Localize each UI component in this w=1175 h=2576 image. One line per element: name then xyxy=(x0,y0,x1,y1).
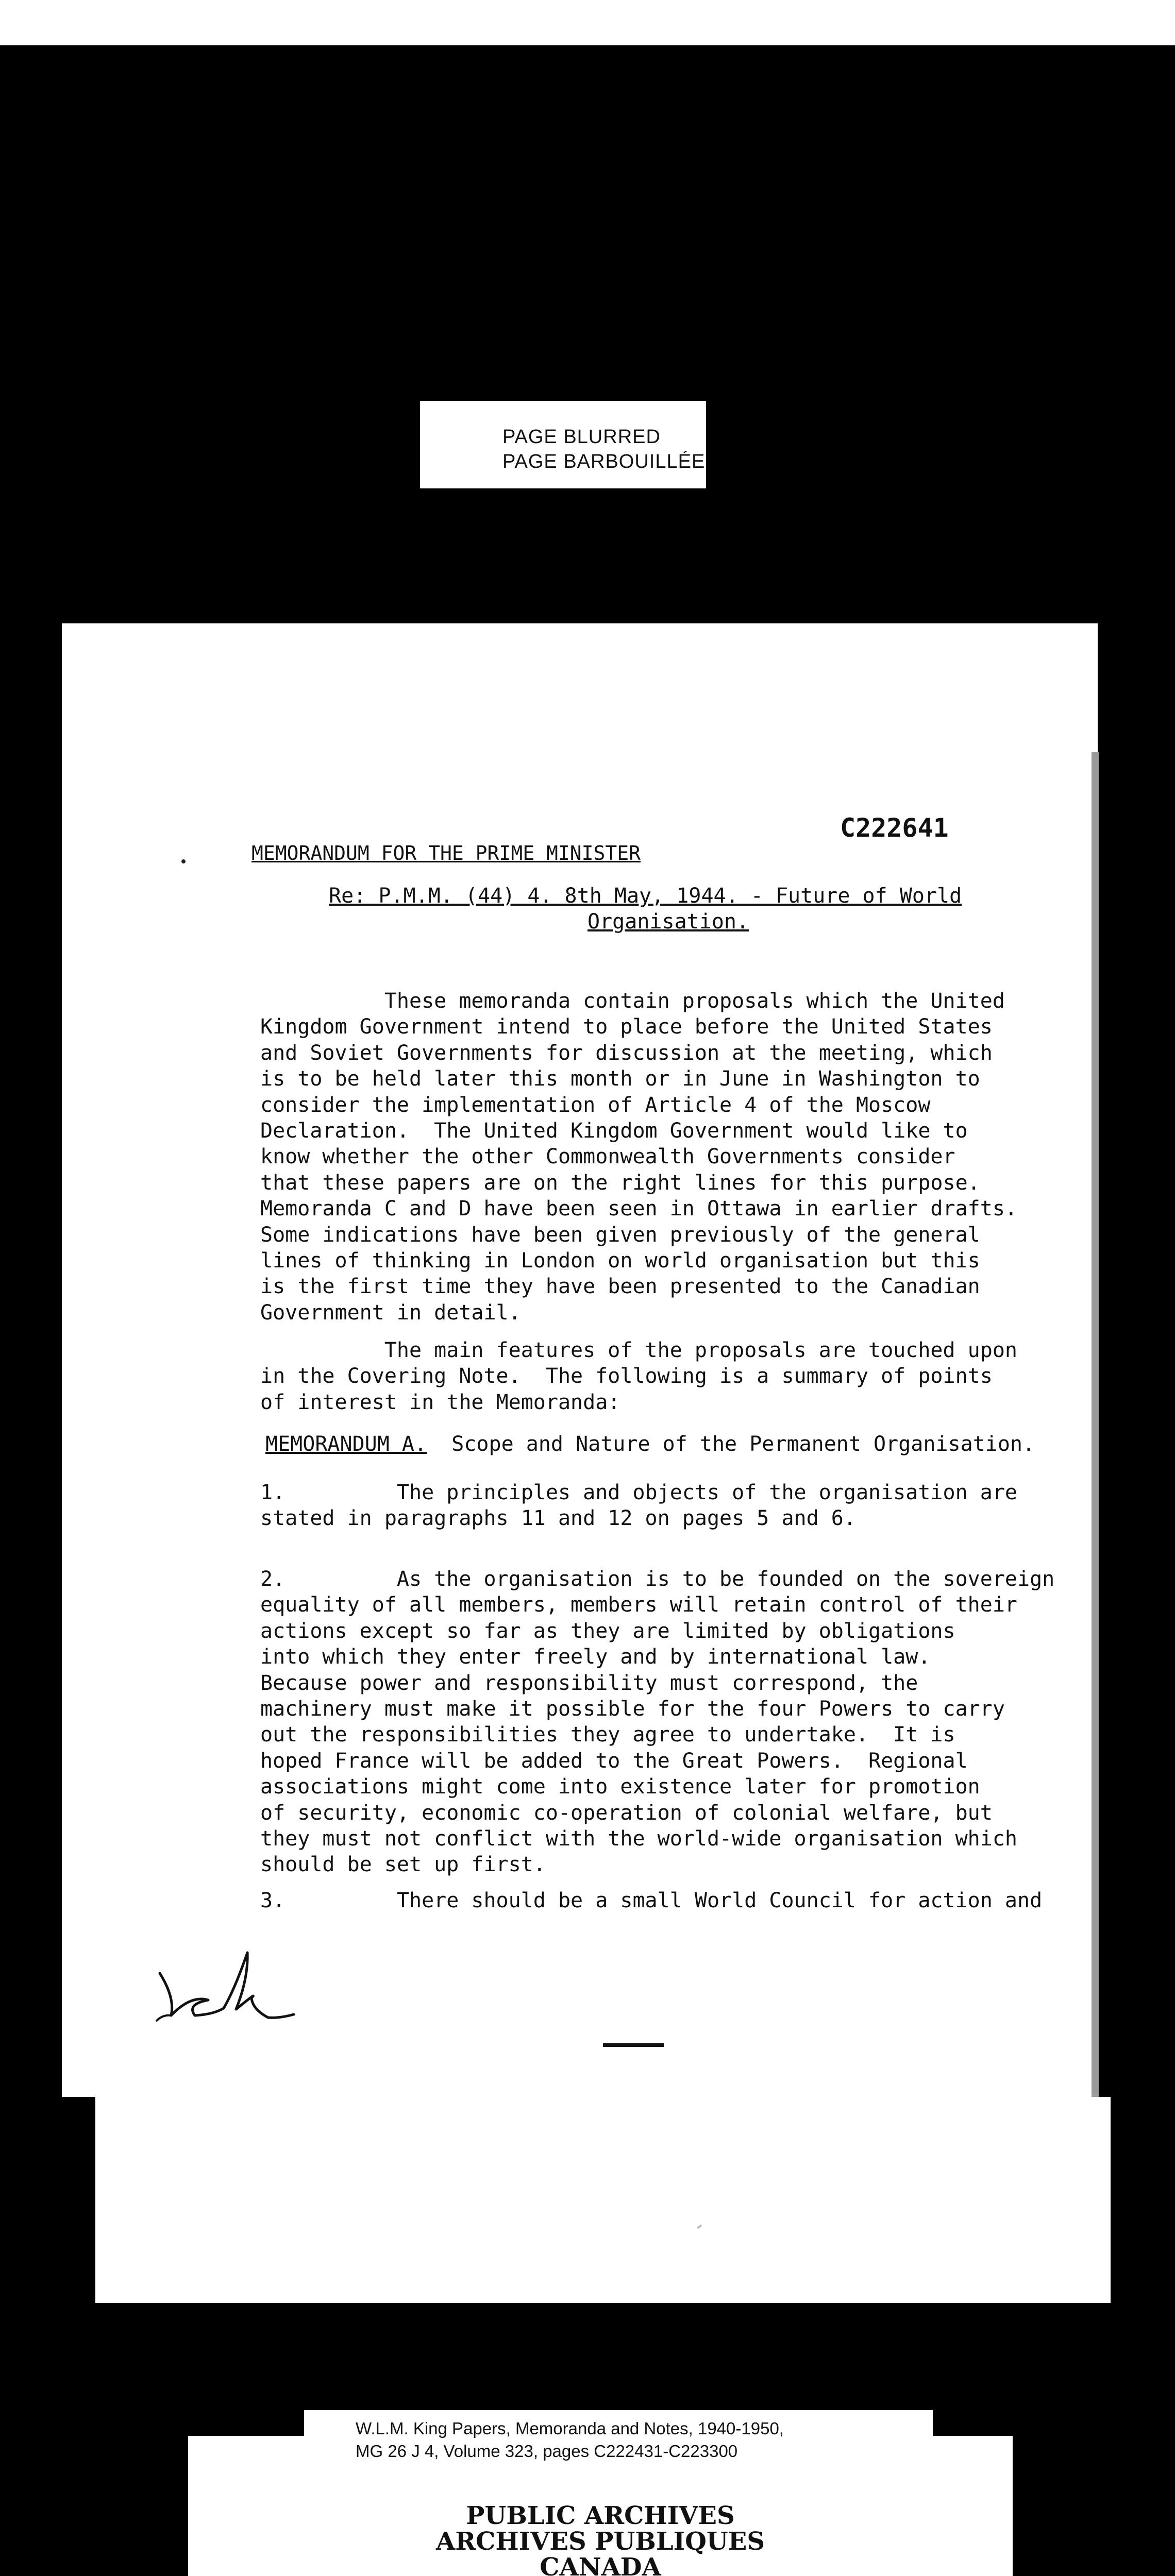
archive-source-line1: W.L.M. King Papers, Memoranda and Notes, 1940-1950, xyxy=(356,2419,784,2438)
paragraph-3: 3. There should be a small World Council for action and xyxy=(260,1889,1043,1912)
archive-source-line2: MG 26 J 4, Volume 323, pages C222431-C223300 xyxy=(356,2442,738,2461)
section-title: Scope and Nature of the Permanent Organisation. xyxy=(427,1432,1035,1456)
page-edge-shadow xyxy=(1092,752,1099,2097)
archive-source-label xyxy=(304,2410,933,2477)
memo-heading: MEMORANDUM FOR THE PRIME MINISTER xyxy=(251,842,641,865)
document-number: C222641 xyxy=(840,813,949,843)
paragraph-main-features: The main features of the proposals are touched upon in the Covering Note. The following is a summary of points of interest in the Memoranda: xyxy=(260,1338,1018,1414)
archive-stamp xyxy=(188,2503,1013,2576)
margin-dot xyxy=(181,859,186,863)
memorandum-page-bottom xyxy=(95,2097,1111,2303)
blur-notice-french: PAGE BARBOUILLÉE xyxy=(502,451,706,472)
paragraph-intro: These memoranda contain proposals which the United Kingdom Government intend to place before the United States and Soviet Governments for discussion at the meeting, which is to be held later this month or in June in Washington to consider the implementation of Article 4 of the Moscow Declaration. The United Kingdom Government would like to know whether the other Commonwealth Governments consider that these papers are on the right lines for this purpose. Memoranda C and D have been seen in Ottawa in earlier drafts. Some indications have been given previously of the general lines of thinking in London on world organisation but this is the first time they have been presented to the Canadian Government in detail. xyxy=(260,989,1018,1325)
stamp-line-country: CANADA xyxy=(540,2553,661,2576)
stamp-line-english: PUBLIC ARCHIVES xyxy=(466,2501,735,2530)
page-end-dash xyxy=(603,2043,664,2047)
subject-line: Re: P.M.M. (44) 4. 8th May, 1944. - Future of World xyxy=(329,884,962,908)
blur-notice-english: PAGE BLURRED xyxy=(502,426,661,448)
stamp-line-french: ARCHIVES PUBLIQUES xyxy=(436,2527,765,2556)
subject-line-continued: Organisation. xyxy=(588,910,749,934)
section-heading xyxy=(265,1432,1035,1456)
paragraph-1: 1. The principles and objects of the organisation are stated in paragraphs 11 and 12 on pages 5 and 6. xyxy=(260,1481,1018,1531)
paragraph-2: 2. As the organisation is to be founded on the sovereign equality of all members, members will retain control of their actions except so far as they are limited by obligations into which they enter freely and by international law. Because power and responsibility must correspond, the machinery must make it possible for the four Powers to carry out the responsibilities they agree to undertake. It is hoped France will be added to the Great Powers. Regional associations might come into existence later for promotion of security, economic co-operation of colonial welfare, but they must not conflict with the world-wide organisation which should be set up first. xyxy=(260,1567,1055,1877)
top-film-edge xyxy=(0,0,1175,45)
handwritten-initials xyxy=(150,1937,321,2025)
section-label: MEMORANDUM A. xyxy=(265,1432,427,1456)
page-blurred-notice xyxy=(420,401,706,488)
